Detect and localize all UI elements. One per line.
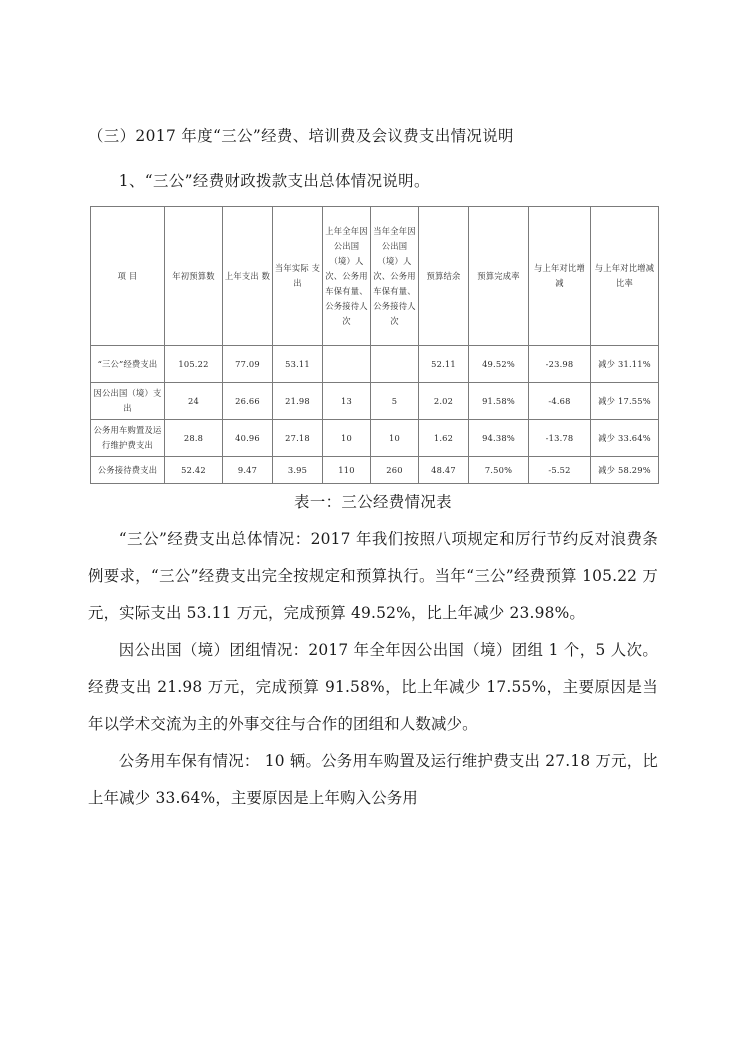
section-heading: （三）2017 年度“三公”经费、培训费及会议费支出情况说明 <box>88 127 514 145</box>
column-header-yoy-change-rate-label: 与上年对比增减比率 <box>594 263 655 288</box>
cell-yoy-change: -4.68 <box>529 383 591 420</box>
cell-current-year-count <box>371 346 419 383</box>
column-header-last-year-count <box>323 207 371 346</box>
column-header-last-year-expense-label: 上年支出 数 <box>224 270 271 281</box>
column-header-item-label: 项 目 <box>117 270 138 281</box>
paragraph-official-vehicles: 公务用车保有情况： 10 辆。公务用车购置及运行维护费支出 27.18 万元，比上年减少 33.64%，主要原因是上年购入公务用 <box>88 752 658 807</box>
column-header-current-year-count <box>371 207 419 346</box>
column-header-current-actual <box>273 207 323 346</box>
cell-item: 公务接待费支出 <box>91 457 165 484</box>
cell-yoy-change: -23.98 <box>529 346 591 383</box>
cell-completion-rate: 94.38% <box>469 420 529 457</box>
cell-last-year-count <box>323 346 371 383</box>
three-public-funds-table <box>90 206 659 484</box>
table-row <box>91 383 659 420</box>
column-header-budget-balance-label: 预算结余 <box>426 270 461 281</box>
cell-budget-start: 28.8 <box>165 420 223 457</box>
cell-current-year-count: 10 <box>371 420 419 457</box>
cell-last-year-expense: 40.96 <box>223 420 273 457</box>
cell-last-year-count: 13 <box>323 383 371 420</box>
table-caption: 表一：三公经费情况表 <box>294 493 452 511</box>
cell-budget-balance: 52.11 <box>419 346 469 383</box>
cell-item: 因公出国（境）支出 <box>91 383 165 420</box>
cell-budget-start: 105.22 <box>165 346 223 383</box>
column-header-completion-rate <box>469 207 529 346</box>
cell-item: “三公”经费支出 <box>91 346 165 383</box>
table-row <box>91 346 659 383</box>
cell-completion-rate: 7.50% <box>469 457 529 484</box>
cell-budget-balance: 2.02 <box>419 383 469 420</box>
column-header-current-year-count-label: 当年全年因公出国（境）人次、公务用车保有量、公务接待人次 <box>373 225 416 326</box>
cell-budget-start: 52.42 <box>165 457 223 484</box>
cell-yoy-change-rate: 减少 58.29% <box>591 457 659 484</box>
cell-last-year-count: 110 <box>323 457 371 484</box>
cell-budget-start: 24 <box>165 383 223 420</box>
cell-item: 公务用车购置及运行维护费支出 <box>91 420 165 457</box>
column-header-budget-start-label: 年初预算数 <box>172 270 215 281</box>
cell-current-actual: 53.11 <box>273 346 323 383</box>
column-header-budget-balance <box>419 207 469 346</box>
column-header-yoy-change-label: 与上年对比增减 <box>534 263 585 288</box>
cell-yoy-change: -13.78 <box>529 420 591 457</box>
cell-last-year-expense: 26.66 <box>223 383 273 420</box>
cell-last-year-expense: 9.47 <box>223 457 273 484</box>
cell-current-actual: 27.18 <box>273 420 323 457</box>
table-header <box>91 207 659 346</box>
table-header-row <box>91 207 659 346</box>
cell-completion-rate: 91.58% <box>469 383 529 420</box>
cell-yoy-change-rate: 减少 17.55% <box>591 383 659 420</box>
table-body <box>91 346 659 484</box>
cell-current-year-count: 260 <box>371 457 419 484</box>
cell-completion-rate: 49.52% <box>469 346 529 383</box>
cell-yoy-change-rate: 减少 33.64% <box>591 420 659 457</box>
cell-current-actual: 21.98 <box>273 383 323 420</box>
cell-yoy-change: -5.52 <box>529 457 591 484</box>
cell-current-year-count: 5 <box>371 383 419 420</box>
column-header-last-year-count-label: 上年全年因公出国（境）人次、公务用车保有量、公务接待人次 <box>325 225 368 326</box>
cell-current-actual: 3.95 <box>273 457 323 484</box>
paragraph-overseas-travel: 因公出国（境）团组情况：2017 年全年因公出国（境）团组 1 个，5 人次。经费支出 21.98 万元，完成预算 91.58%，比上年减少 17.55%，主要原因是当年以学术交流为主的外事交往与合作的团组和人数减少。 <box>88 641 658 733</box>
column-header-item <box>91 207 165 346</box>
table-row <box>91 457 659 484</box>
cell-budget-balance: 48.47 <box>419 457 469 484</box>
document-body <box>88 0 658 817</box>
column-header-completion-rate-label: 预算完成率 <box>477 270 520 281</box>
column-header-budget-start <box>165 207 223 346</box>
three-public-funds-table-wrapper <box>90 206 658 484</box>
cell-budget-balance: 1.62 <box>419 420 469 457</box>
subsection-heading: 1、“三公”经费财政拨款支出总体情况说明。 <box>118 172 430 190</box>
table-row <box>91 420 659 457</box>
paragraph-overall-expenditure: “三公”经费支出总体情况：2017 年我们按照八项规定和厉行节约反对浪费条例要求，“三公”经费支出完全按规定和预算执行。当年“三公”经费预算 105.22 万元，实际支出 53.11 万元，完成预算 49.52%，比上年减少 23.98%。 <box>88 530 658 622</box>
column-header-yoy-change-rate <box>591 207 659 346</box>
column-header-yoy-change <box>529 207 591 346</box>
column-header-current-actual-label: 当年实际 支出 <box>274 263 321 288</box>
cell-yoy-change-rate: 减少 31.11% <box>591 346 659 383</box>
column-header-last-year-expense <box>223 207 273 346</box>
cell-last-year-expense: 77.09 <box>223 346 273 383</box>
cell-last-year-count: 10 <box>323 420 371 457</box>
